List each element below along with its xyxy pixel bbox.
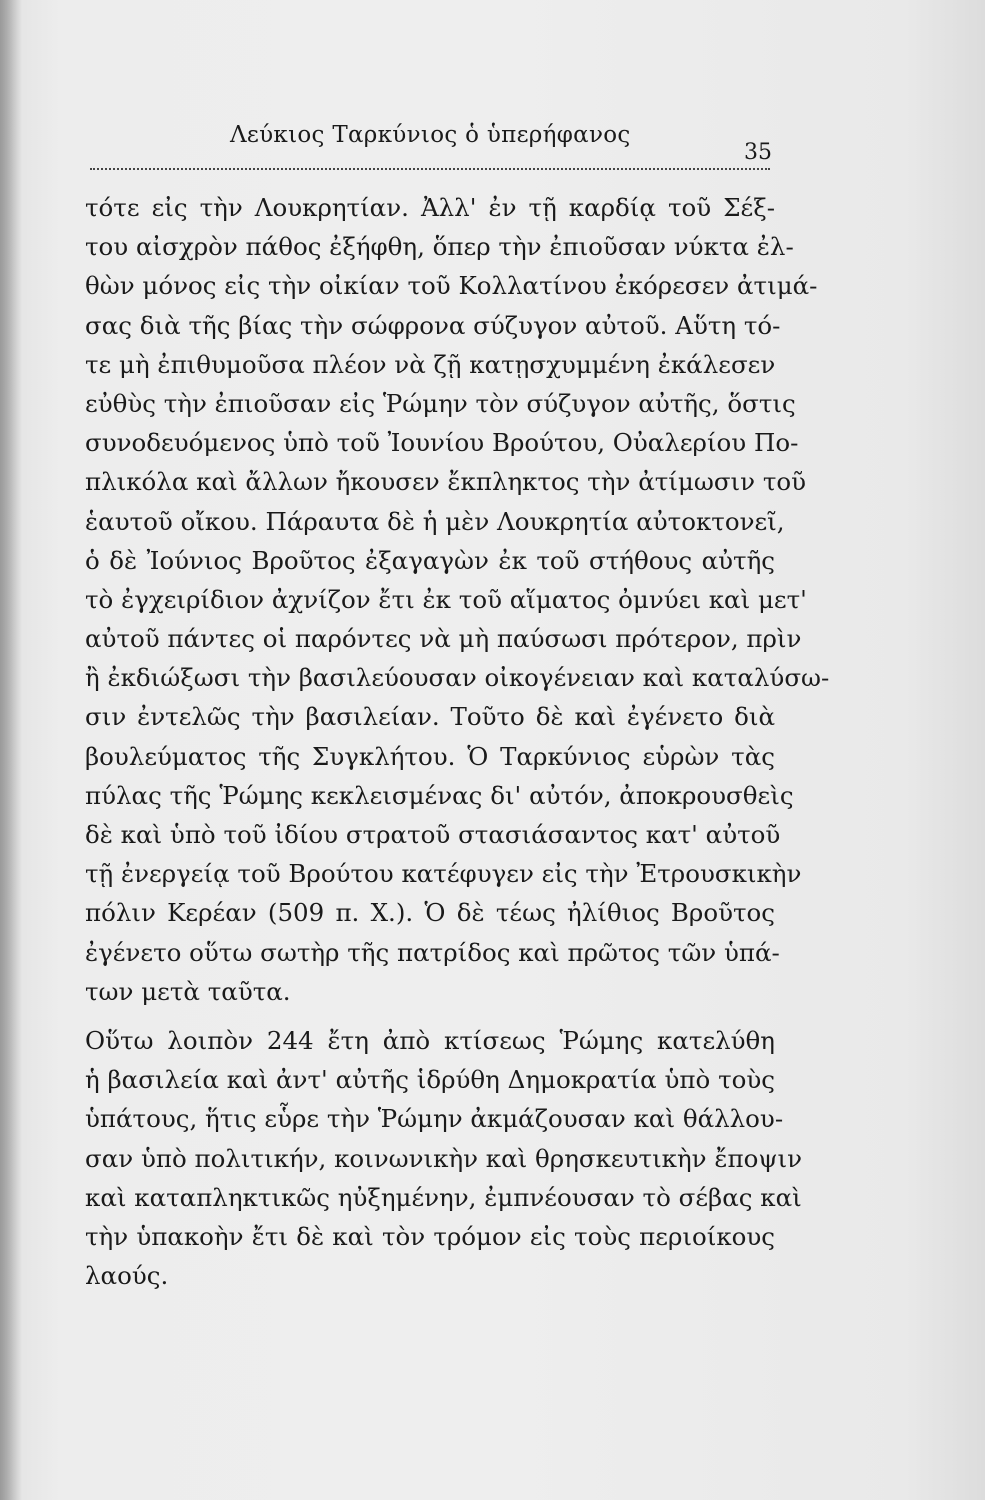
paragraph-1 bbox=[85, 188, 830, 1011]
text-line: πλικόλα καὶ ἄλλων ἤκουσεν ἔκπληκτος τὴν ἀτίμωσιν τοῦ bbox=[85, 467, 807, 497]
text-line: θὼν μόνος εἰς τὴν οἰκίαν τοῦ Κολλατίνου ἐκόρεσεν ἀτιμά- bbox=[85, 271, 818, 301]
text-line: εὐθὺς τὴν ἐπιοῦσαν εἰς Ῥώμην τὸν σύζυγον αὐτῆς, ὅστις bbox=[85, 388, 796, 418]
text-line: Οὕτω λοιπὸν 244 ἔτη ἀπὸ κτίσεως Ῥώμης κατελύθη bbox=[85, 1025, 775, 1055]
spine-shadow bbox=[0, 0, 22, 1500]
running-header bbox=[90, 118, 772, 165]
text-line: σας διὰ τῆς βίας τὴν σώφρονα σύζυγον αὐτοῦ. Αὕτη τό- bbox=[85, 310, 781, 340]
page-number: 35 bbox=[744, 140, 772, 165]
text-line: λαούς. bbox=[85, 1261, 169, 1291]
text-line: σαν ὑπὸ πολιτικήν, κοινωνικὴν καὶ θρησκευτικὴν ἔποψιν bbox=[85, 1143, 803, 1173]
header-dotted-rule bbox=[90, 168, 770, 170]
text-line: ἡ βασιλεία καὶ ἀντ' αὐτῆς ἱδρύθη Δημοκρατία ὑπὸ τοὺς bbox=[85, 1065, 775, 1095]
body-text bbox=[85, 188, 830, 1295]
text-line: αὐτοῦ πάντες οἱ παρόντες νὰ μὴ παύσωσι πρότερον, πρὶν bbox=[85, 624, 802, 654]
text-line: ἐγένετο οὕτω σωτὴρ τῆς πατρίδος καὶ πρῶτος τῶν ὑπά- bbox=[85, 937, 780, 967]
text-line: ὁ δὲ Ἰούνιος Βροῦτος ἐξαγαγὼν ἐκ τοῦ στήθους αὐτῆς bbox=[85, 545, 775, 575]
text-line: των μετὰ ταῦτα. bbox=[85, 976, 291, 1006]
text-line: σιν ἐντελῶς τὴν βασιλείαν. Τοῦτο δὲ καὶ ἐγένετο διὰ bbox=[85, 702, 775, 732]
text-line: καὶ καταπληκτικῶς ηὐξημένην, ἐμπνέουσαν τὸ σέβας καὶ bbox=[85, 1182, 802, 1212]
text-line: τὸ ἐγχειρίδιον ἀχνίζον ἔτι ἐκ τοῦ αἵματος ὀμνύει καὶ μετ' bbox=[85, 584, 807, 614]
text-line: ὑπάτους, ἥτις εὗρε τὴν Ῥώμην ἀκμάζουσαν καὶ θάλλου- bbox=[85, 1104, 784, 1134]
text-line: πόλιν Κερέαν (509 π. Χ.). Ὁ δὲ τέως ἠλίθιος Βροῦτος bbox=[85, 898, 775, 928]
paragraph-2 bbox=[85, 1021, 803, 1295]
text-line: πύλας τῆς Ῥώμης κεκλεισμένας δι' αὐτόν, ἀποκρουσθεὶς bbox=[85, 780, 794, 810]
text-line: ἢ ἐκδιώξωσι τὴν βασιλεύουσαν οἰκογένειαν καὶ καταλύσω- bbox=[85, 663, 830, 693]
text-line: τῇ ἐνεργείᾳ τοῦ Βρούτου κατέφυγεν εἰς τὴν Ἐτρουσκικὴν bbox=[85, 859, 802, 889]
text-line: δὲ καὶ ὑπὸ τοῦ ἰδίου στρατοῦ στασιάσαντος κατ' αὐτοῦ bbox=[85, 820, 781, 849]
text-line: του αἰσχρὸν πάθος ἐξήφθη, ὅπερ τὴν ἐπιοῦσαν νύκτα ἐλ- bbox=[85, 232, 794, 262]
text-line: τότε εἰς τὴν Λουκρητίαν. Ἀλλ' ἐν τῇ καρδίᾳ τοῦ Σέξ- bbox=[85, 193, 775, 222]
running-title: Λεύκιος Ταρκύνιος ὁ ὑπερήφανος bbox=[230, 122, 631, 148]
text-line: συνοδευόμενος ὑπὸ τοῦ Ἰουνίου Βρούτου, Οὐαλερίου Πο- bbox=[85, 428, 799, 458]
text-line: ἑαυτοῦ οἴκου. Πάραυτα δὲ ἡ μὲν Λουκρητία αὐτοκτονεῖ, bbox=[85, 506, 785, 536]
text-line: τε μὴ ἐπιθυμοῦσα πλέον νὰ ζῇ κατῃσχυμμένη ἐκάλεσεν bbox=[85, 349, 776, 379]
paragraph-gap bbox=[85, 1011, 775, 1021]
text-line: βουλεύματος τῆς Συγκλήτου. Ὁ Ταρκύνιος εὑρὼν τὰς bbox=[85, 741, 775, 771]
text-line: τὴν ὑπακοὴν ἔτι δὲ καὶ τὸν τρόμον εἰς τοὺς περιοίκους bbox=[85, 1221, 775, 1251]
